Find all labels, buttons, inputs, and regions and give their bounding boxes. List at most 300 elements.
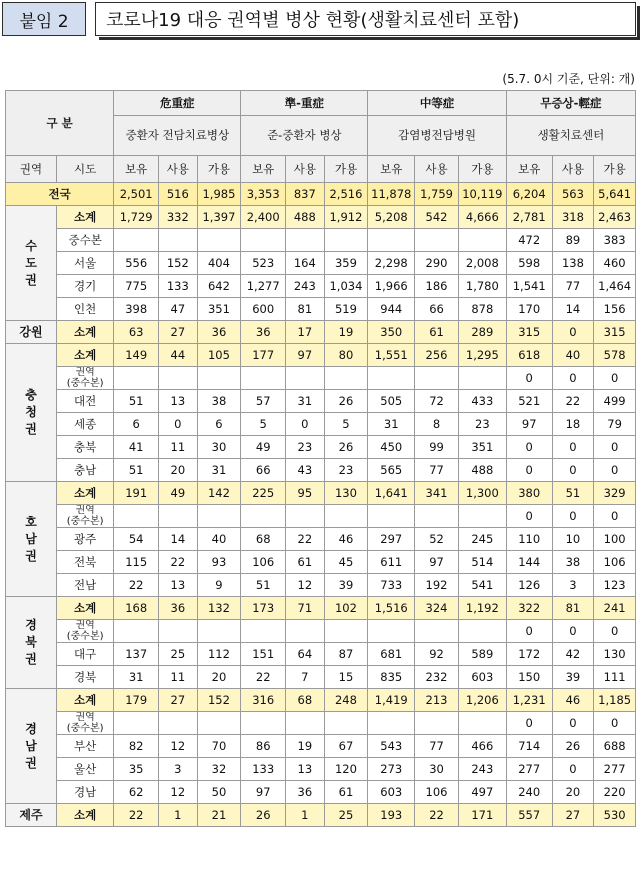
table-cell: 172 xyxy=(506,643,552,666)
table-cell: 733 xyxy=(368,574,415,597)
table-cell: 71 xyxy=(286,597,325,620)
table-cell: 578 xyxy=(594,344,636,367)
table-cell: 1,295 xyxy=(458,344,506,367)
table-cell: 289 xyxy=(458,321,506,344)
table-row xyxy=(6,666,636,689)
region-label-char: 권 xyxy=(25,755,37,770)
table-cell: 61 xyxy=(324,781,368,804)
table-cell: 878 xyxy=(458,298,506,321)
table-cell: 150 xyxy=(506,666,552,689)
column-header-hold: 보유 xyxy=(114,156,159,183)
table-cell: 0 xyxy=(594,436,636,459)
table-cell: 6 xyxy=(114,413,159,436)
table-cell: 1,729 xyxy=(114,206,159,229)
table-cell: 106 xyxy=(241,551,286,574)
sido-label: 중수본 xyxy=(57,229,114,252)
table-cell: 41 xyxy=(114,436,159,459)
table-cell: 132 xyxy=(197,597,241,620)
table-cell: 17 xyxy=(286,321,325,344)
table-cell: 714 xyxy=(506,735,552,758)
table-cell: 329 xyxy=(594,482,636,505)
table-cell: 9 xyxy=(197,574,241,597)
table-cell: 49 xyxy=(159,482,198,505)
table-cell: 50 xyxy=(197,781,241,804)
table-cell: 315 xyxy=(506,321,552,344)
table-cell xyxy=(324,229,368,252)
table-cell: 57 xyxy=(241,390,286,413)
table-cell: 541 xyxy=(458,574,506,597)
table-cell: 25 xyxy=(159,643,198,666)
table-cell: 26 xyxy=(324,436,368,459)
table-cell xyxy=(197,367,241,390)
table-cell xyxy=(114,229,159,252)
table-cell: 466 xyxy=(458,735,506,758)
table-cell: 2,298 xyxy=(368,252,415,275)
table-cell: 22 xyxy=(114,574,159,597)
table-cell: 20 xyxy=(197,666,241,689)
table-cell: 38 xyxy=(197,390,241,413)
region-label xyxy=(6,689,57,804)
appendix-tag: 붙임 2 xyxy=(2,2,86,36)
table-cell: 12 xyxy=(286,574,325,597)
table-cell: 383 xyxy=(594,229,636,252)
table-cell: 177 xyxy=(241,344,286,367)
table-row xyxy=(6,574,636,597)
table-cell xyxy=(114,712,159,735)
table-cell: 2,501 xyxy=(114,183,159,206)
table-cell xyxy=(368,229,415,252)
table-cell: 1,912 xyxy=(324,206,368,229)
region-label xyxy=(6,344,57,482)
table-cell: 68 xyxy=(241,528,286,551)
table-row xyxy=(6,229,636,252)
table-cell: 13 xyxy=(159,574,198,597)
table-cell xyxy=(114,505,159,528)
table-cell xyxy=(286,712,325,735)
group-title-critical: 危重症 xyxy=(114,91,241,116)
table-cell: 213 xyxy=(415,689,459,712)
table-cell xyxy=(458,229,506,252)
table-cell: 66 xyxy=(415,298,459,321)
table-cell xyxy=(197,505,241,528)
table-cell: 193 xyxy=(368,804,415,827)
table-cell: 245 xyxy=(458,528,506,551)
table-cell: 20 xyxy=(159,459,198,482)
table-cell: 1 xyxy=(286,804,325,827)
table-cell: 19 xyxy=(286,735,325,758)
table-cell: 23 xyxy=(324,459,368,482)
table-cell: 521 xyxy=(506,390,552,413)
table-cell: 67 xyxy=(324,735,368,758)
table-cell xyxy=(114,367,159,390)
region-label-char: 권 xyxy=(25,272,37,287)
table-cell: 32 xyxy=(197,758,241,781)
region-label-char: 경 xyxy=(25,721,37,736)
region-label xyxy=(6,482,57,597)
table-cell: 2,516 xyxy=(324,183,368,206)
table-cell: 111 xyxy=(594,666,636,689)
sido-label: 충북 xyxy=(57,436,114,459)
table-cell: 0 xyxy=(594,367,636,390)
group-sub-critical: 중환자 전담치료병상 xyxy=(114,115,241,155)
table-cell: 248 xyxy=(324,689,368,712)
sido-label: 소계 xyxy=(57,804,114,827)
table-cell: 563 xyxy=(552,183,594,206)
table-cell: 404 xyxy=(197,252,241,275)
table-cell: 277 xyxy=(506,758,552,781)
table-cell: 13 xyxy=(159,390,198,413)
table-cell: 120 xyxy=(324,758,368,781)
sido-label: 소계 xyxy=(57,206,114,229)
table-cell: 15 xyxy=(324,666,368,689)
table-cell: 499 xyxy=(594,390,636,413)
table-cell xyxy=(159,505,198,528)
table-cell: 315 xyxy=(594,321,636,344)
table-cell: 380 xyxy=(506,482,552,505)
table-cell: 12 xyxy=(159,735,198,758)
sido-label: 소계 xyxy=(57,482,114,505)
table-row xyxy=(6,505,636,528)
table-cell: 47 xyxy=(159,298,198,321)
table-row xyxy=(6,459,636,482)
table-cell xyxy=(324,367,368,390)
sido-label: 세종 xyxy=(57,413,114,436)
region-label xyxy=(6,321,57,344)
table-row xyxy=(6,597,636,620)
table-row xyxy=(6,436,636,459)
table-cell: 45 xyxy=(324,551,368,574)
sido-label: 부산 xyxy=(57,735,114,758)
table-cell: 149 xyxy=(114,344,159,367)
table-cell: 164 xyxy=(286,252,325,275)
table-cell: 11 xyxy=(159,436,198,459)
table-cell: 46 xyxy=(552,689,594,712)
table-cell: 112 xyxy=(197,643,241,666)
table-cell: 31 xyxy=(368,413,415,436)
table-cell: 173 xyxy=(241,597,286,620)
table-cell: 1,985 xyxy=(197,183,241,206)
sido-label: 인천 xyxy=(57,298,114,321)
table-cell: 7 xyxy=(286,666,325,689)
table-cell: 4,666 xyxy=(458,206,506,229)
table-row xyxy=(6,551,636,574)
table-cell: 11 xyxy=(159,666,198,689)
table-cell: 5 xyxy=(324,413,368,436)
table-cell xyxy=(159,229,198,252)
table-cell: 460 xyxy=(594,252,636,275)
region-label-char: 권 xyxy=(25,422,37,436)
table-cell: 31 xyxy=(114,666,159,689)
table-cell: 600 xyxy=(241,298,286,321)
table-cell: 79 xyxy=(594,413,636,436)
table-cell xyxy=(415,712,459,735)
table-cell: 23 xyxy=(286,436,325,459)
table-cell xyxy=(415,620,459,643)
region-label-char: 남 xyxy=(25,531,37,546)
table-cell: 322 xyxy=(506,597,552,620)
table-cell xyxy=(159,620,198,643)
column-header-region: 권역 xyxy=(6,156,57,183)
sido-label: 대구 xyxy=(57,643,114,666)
table-cell: 62 xyxy=(114,781,159,804)
table-cell: 398 xyxy=(114,298,159,321)
table-cell: 51 xyxy=(241,574,286,597)
table-cell: 775 xyxy=(114,275,159,298)
table-cell xyxy=(241,505,286,528)
table-cell xyxy=(458,367,506,390)
table-cell: 243 xyxy=(286,275,325,298)
table-cell: 43 xyxy=(286,459,325,482)
table-row xyxy=(6,735,636,758)
table-cell xyxy=(368,505,415,528)
table-row xyxy=(6,620,636,643)
table-cell xyxy=(368,712,415,735)
table-cell: 19 xyxy=(324,321,368,344)
table-cell: 30 xyxy=(197,436,241,459)
table-cell: 18 xyxy=(552,413,594,436)
table-cell: 36 xyxy=(197,321,241,344)
table-cell: 497 xyxy=(458,781,506,804)
table-cell xyxy=(286,505,325,528)
column-header-avail: 가용 xyxy=(594,156,636,183)
table-cell: 64 xyxy=(286,643,325,666)
table-cell xyxy=(324,620,368,643)
table-row xyxy=(6,712,636,735)
sido-label: 권역 (중수본) xyxy=(57,620,114,643)
table-cell: 1,780 xyxy=(458,275,506,298)
table-cell xyxy=(458,620,506,643)
table-cell xyxy=(324,712,368,735)
table-cell: 25 xyxy=(324,804,368,827)
sido-label: 경북 xyxy=(57,666,114,689)
table-cell: 49 xyxy=(241,436,286,459)
table-cell: 22 xyxy=(286,528,325,551)
table-cell: 130 xyxy=(324,482,368,505)
column-header-hold: 보유 xyxy=(368,156,415,183)
table-cell: 837 xyxy=(286,183,325,206)
table-cell: 13 xyxy=(286,758,325,781)
table-cell: 5,641 xyxy=(594,183,636,206)
table-cell xyxy=(197,229,241,252)
table-cell: 26 xyxy=(324,390,368,413)
table-cell: 1,419 xyxy=(368,689,415,712)
table-cell: 5 xyxy=(241,413,286,436)
table-cell: 171 xyxy=(458,804,506,827)
table-cell: 42 xyxy=(552,643,594,666)
table-row xyxy=(6,344,636,367)
table-cell: 86 xyxy=(241,735,286,758)
table-cell: 35 xyxy=(114,758,159,781)
table-cell: 44 xyxy=(159,344,198,367)
table-cell: 351 xyxy=(458,436,506,459)
table-cell: 835 xyxy=(368,666,415,689)
table-cell: 130 xyxy=(594,643,636,666)
table-cell xyxy=(159,712,198,735)
sido-label: 소계 xyxy=(57,344,114,367)
table-cell: 290 xyxy=(415,252,459,275)
table-row xyxy=(6,367,636,390)
table-cell: 0 xyxy=(506,367,552,390)
table-cell: 341 xyxy=(415,482,459,505)
table-cell: 350 xyxy=(368,321,415,344)
table-cell xyxy=(415,505,459,528)
table-cell: 543 xyxy=(368,735,415,758)
table-row xyxy=(6,689,636,712)
table-cell: 0 xyxy=(552,321,594,344)
column-header-used: 사용 xyxy=(552,156,594,183)
table-cell: 1,231 xyxy=(506,689,552,712)
region-label-char: 남 xyxy=(25,738,37,753)
region-label-char: 호 xyxy=(25,514,37,529)
table-cell xyxy=(241,712,286,735)
table-cell xyxy=(324,505,368,528)
table-cell: 14 xyxy=(159,528,198,551)
column-header-used: 사용 xyxy=(159,156,198,183)
table-cell: 256 xyxy=(415,344,459,367)
table-cell: 0 xyxy=(506,459,552,482)
table-cell: 556 xyxy=(114,252,159,275)
table-cell: 6,204 xyxy=(506,183,552,206)
table-cell: 39 xyxy=(324,574,368,597)
table-cell: 0 xyxy=(506,712,552,735)
table-cell: 31 xyxy=(197,459,241,482)
table-cell: 14 xyxy=(552,298,594,321)
region-label-char: 도 xyxy=(25,255,37,270)
table-cell: 168 xyxy=(114,597,159,620)
sido-label: 권역 (중수본) xyxy=(57,505,114,528)
table-cell: 1,464 xyxy=(594,275,636,298)
table-cell: 514 xyxy=(458,551,506,574)
table-cell: 10 xyxy=(552,528,594,551)
table-cell: 488 xyxy=(286,206,325,229)
table-cell: 472 xyxy=(506,229,552,252)
table-cell: 0 xyxy=(552,620,594,643)
table-cell: 36 xyxy=(241,321,286,344)
table-cell: 63 xyxy=(114,321,159,344)
table-cell: 0 xyxy=(506,505,552,528)
table-cell: 11,878 xyxy=(368,183,415,206)
table-cell xyxy=(241,620,286,643)
table-cell: 0 xyxy=(594,459,636,482)
table-cell: 1,551 xyxy=(368,344,415,367)
table-cell: 6 xyxy=(197,413,241,436)
table-cell: 179 xyxy=(114,689,159,712)
table-cell: 2,400 xyxy=(241,206,286,229)
table-cell: 516 xyxy=(159,183,198,206)
table-cell: 1,034 xyxy=(324,275,368,298)
table-cell xyxy=(197,620,241,643)
table-cell: 152 xyxy=(159,252,198,275)
sido-label: 경남 xyxy=(57,781,114,804)
column-header-avail: 가용 xyxy=(324,156,368,183)
table-cell xyxy=(415,367,459,390)
table-cell: 565 xyxy=(368,459,415,482)
table-cell: 151 xyxy=(241,643,286,666)
table-cell: 0 xyxy=(552,505,594,528)
table-cell: 30 xyxy=(415,758,459,781)
table-cell: 1,206 xyxy=(458,689,506,712)
table-cell: 80 xyxy=(324,344,368,367)
region-label-char: 수 xyxy=(25,238,37,253)
table-cell: 115 xyxy=(114,551,159,574)
table-cell: 0 xyxy=(159,413,198,436)
table-cell: 351 xyxy=(197,298,241,321)
table-cell: 297 xyxy=(368,528,415,551)
table-cell: 77 xyxy=(415,459,459,482)
table-cell: 26 xyxy=(241,804,286,827)
table-cell: 77 xyxy=(552,275,594,298)
table-cell xyxy=(415,229,459,252)
table-cell: 105 xyxy=(197,344,241,367)
sido-label: 전남 xyxy=(57,574,114,597)
table-cell: 38 xyxy=(552,551,594,574)
table-row xyxy=(6,758,636,781)
table-cell: 1,966 xyxy=(368,275,415,298)
table-cell: 27 xyxy=(159,321,198,344)
table-cell: 81 xyxy=(286,298,325,321)
table-cell: 277 xyxy=(594,758,636,781)
table-cell: 70 xyxy=(197,735,241,758)
header-gubun: 구 분 xyxy=(6,91,114,156)
unit-note: (5.7. 0시 기준, 단위: 개) xyxy=(502,72,635,86)
group-title-semi-critical: 準-重症 xyxy=(241,91,368,116)
table-cell xyxy=(286,229,325,252)
table-cell: 72 xyxy=(415,390,459,413)
table-cell: 0 xyxy=(594,505,636,528)
table-cell: 243 xyxy=(458,758,506,781)
table-cell: 1 xyxy=(159,804,198,827)
table-cell: 318 xyxy=(552,206,594,229)
table-cell: 97 xyxy=(415,551,459,574)
table-cell: 40 xyxy=(197,528,241,551)
table-cell: 23 xyxy=(458,413,506,436)
column-header-hold: 보유 xyxy=(241,156,286,183)
table-cell: 21 xyxy=(197,804,241,827)
column-header-avail: 가용 xyxy=(197,156,241,183)
region-label xyxy=(6,804,57,827)
table-cell: 1,541 xyxy=(506,275,552,298)
table-cell: 0 xyxy=(552,758,594,781)
table-cell: 170 xyxy=(506,298,552,321)
table-cell: 1,759 xyxy=(415,183,459,206)
column-header-avail: 가용 xyxy=(458,156,506,183)
table-cell: 681 xyxy=(368,643,415,666)
table-cell: 142 xyxy=(197,482,241,505)
table-row xyxy=(6,206,636,229)
table-cell xyxy=(114,620,159,643)
table-cell: 93 xyxy=(197,551,241,574)
table-cell xyxy=(458,505,506,528)
table-cell: 97 xyxy=(286,344,325,367)
table-cell: 77 xyxy=(415,735,459,758)
table-cell: 1,516 xyxy=(368,597,415,620)
group-title-moderate: 中等症 xyxy=(368,91,506,116)
table-cell: 0 xyxy=(286,413,325,436)
table-cell: 152 xyxy=(197,689,241,712)
table-cell xyxy=(368,620,415,643)
table-row xyxy=(6,390,636,413)
page-title: 코로나19 대응 권역별 병상 현황(생활치료센터 포함) xyxy=(95,2,636,36)
table-cell: 20 xyxy=(552,781,594,804)
table-cell: 40 xyxy=(552,344,594,367)
region-label xyxy=(6,206,57,321)
column-header-used: 사용 xyxy=(286,156,325,183)
table-cell: 8 xyxy=(415,413,459,436)
group-sub-mild: 생활치료센터 xyxy=(506,115,635,155)
table-cell: 82 xyxy=(114,735,159,758)
sido-label: 광주 xyxy=(57,528,114,551)
table-cell: 92 xyxy=(415,643,459,666)
